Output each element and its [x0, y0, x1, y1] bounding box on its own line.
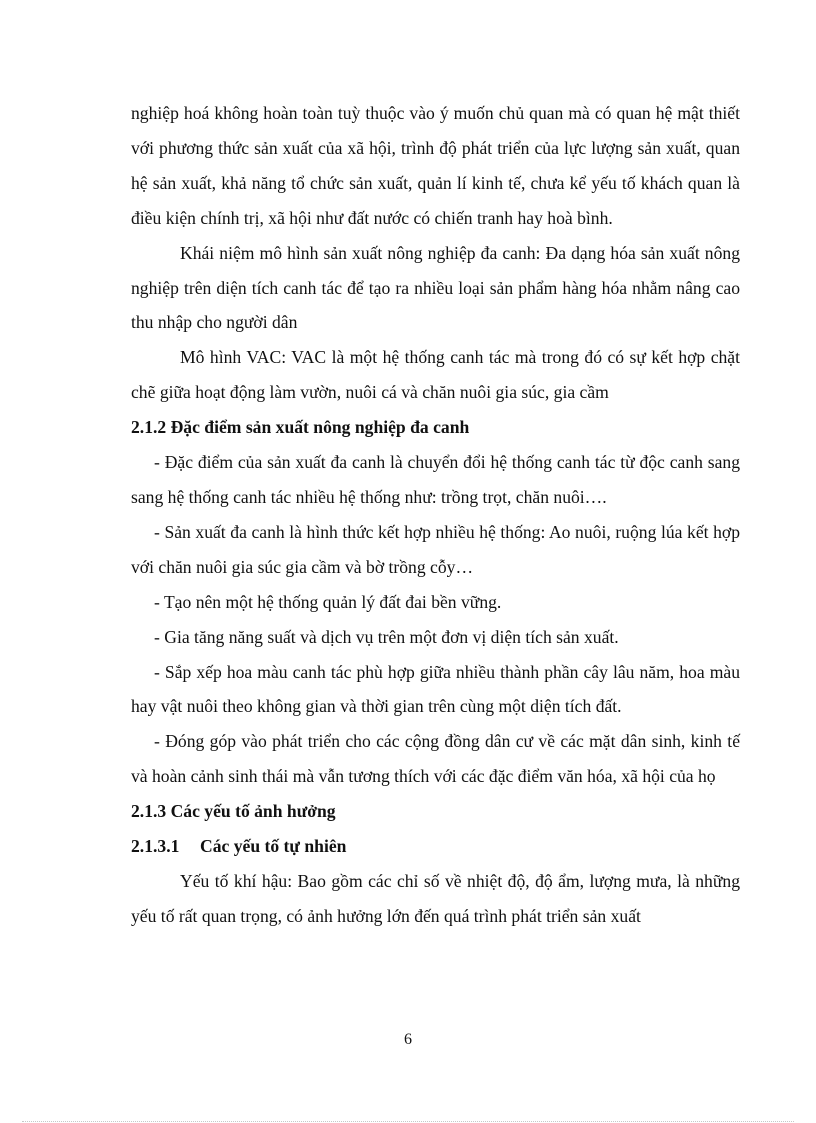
paragraph-intro-continuation: nghiệp hoá không hoàn toàn tuỳ thuộc vào ý muốn chủ quan mà có quan hệ mật thiết với phương thức sản xuất của xã hội, trình độ phát triển của lực lượng sản xuất, quan hệ sản xuất, khả năng tổ chức sản xuất, quản lí kinh tế, chưa kể yếu tố khách quan là điều kiện chính trị, xã hội như đất nước có chiến tranh hay hoà bình. — [131, 103, 740, 228]
heading-2-1-3-1 — [131, 829, 740, 864]
paragraph-climate-factor: Yếu tố khí hậu: Bao gồm các chỉ số về nhiệt độ, độ ẩm, lượng mưa, là những yếu tố rất quan trọng, có ảnh hưởng lớn đến quá trình phát triển sản xuất — [131, 870, 740, 926]
page-bottom-divider — [22, 1121, 794, 1122]
bullet-item: - Đặc điểm của sản xuất đa canh là chuyển đổi hệ thống canh tác từ độc canh sang sang hệ thống canh tác nhiều hệ thống như: trồng trọt, chăn nuôi…. — [131, 452, 740, 507]
bullet-item: - Gia tăng năng suất và dịch vụ trên một đơn vị diện tích sản xuất. — [154, 626, 619, 647]
bullet-item: - Tạo nên một hệ thống quản lý đất đai bền vững. — [154, 591, 502, 612]
heading-number: 2.1.3.1 — [131, 836, 180, 857]
page-number: 6 — [404, 1031, 412, 1048]
heading-2-1-3: 2.1.3 Các yếu tố ảnh hưởng — [131, 801, 336, 822]
page-body — [131, 96, 740, 934]
bullet-item: - Sản xuất đa canh là hình thức kết hợp nhiều hệ thống: Ao nuôi, ruộng lúa kết hợp với chăn nuôi gia súc gia cầm và bờ trồng cỗy… — [131, 521, 740, 577]
bullet-item: - Sắp xếp hoa màu canh tác phù hợp giữa nhiều thành phần cây lâu năm, hoa màu hay vật nuôi theo không gian và thời gian trên cùng một diện tích đất. — [131, 661, 740, 717]
paragraph-vac-model: Mô hình VAC: VAC là một hệ thống canh tác mà trong đó có sự kết hợp chặt chẽ giữa hoạt động làm vườn, nuôi cá và chăn nuôi gia súc, gia cầm — [131, 347, 740, 403]
bullet-item: - Đóng góp vào phát triển cho các cộng đồng dân cư về các mặt dân sinh, kinh tế và hoàn cảnh sinh thái mà vẫn tương thích với các đặc điểm văn hóa, xã hội của họ — [131, 731, 740, 787]
heading-title: Các yếu tố tự nhiên — [200, 836, 347, 857]
paragraph-multicrop-definition: Khái niệm mô hình sản xuất nông nghiệp đa canh: Đa dạng hóa sản xuất nông nghiệp trên diện tích canh tác để tạo ra nhiều loại sản phẩm hàng hóa nhằm nâng cao thu nhập cho người dân — [131, 242, 740, 333]
heading-2-1-2: 2.1.2 Đặc điểm sản xuất nông nghiệp đa canh — [131, 417, 470, 438]
